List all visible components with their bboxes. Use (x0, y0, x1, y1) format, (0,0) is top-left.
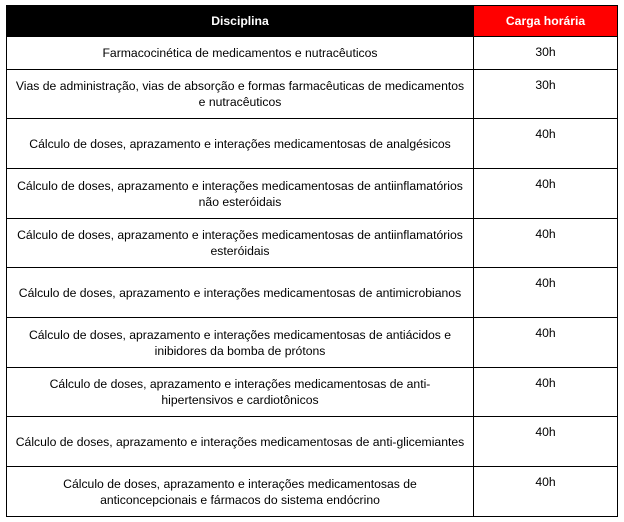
workload-cell: 40h (474, 368, 618, 417)
table-body (7, 37, 618, 517)
table-row (7, 169, 618, 219)
table-row (7, 417, 618, 467)
course-workload-table (6, 5, 618, 517)
workload-cell: 40h (474, 219, 618, 268)
discipline-column-header: Disciplina (7, 6, 474, 37)
discipline-cell: Cálculo de doses, aprazamento e interações medicamentosas de analgésicos (7, 119, 474, 169)
table-row (7, 467, 618, 517)
header-row (7, 6, 618, 37)
table-row (7, 219, 618, 268)
workload-column-header: Carga horária (474, 6, 618, 37)
workload-cell: 40h (474, 169, 618, 219)
table-row (7, 318, 618, 368)
discipline-cell: Cálculo de doses, aprazamento e interações medicamentosas de antiinflamatórios esteróidais (7, 219, 474, 268)
discipline-cell: Cálculo de doses, aprazamento e interações medicamentosas de anticoncepcionais e fármacos do sistema endócrino (7, 467, 474, 517)
workload-cell: 40h (474, 467, 618, 517)
workload-cell: 40h (474, 417, 618, 467)
workload-cell: 30h (474, 37, 618, 70)
discipline-cell: Cálculo de doses, aprazamento e interações medicamentosas de antimicrobianos (7, 268, 474, 318)
table-row (7, 70, 618, 119)
discipline-cell: Cálculo de doses, aprazamento e interações medicamentosas de antiácidos e inibidores da bomba de prótons (7, 318, 474, 368)
workload-cell: 40h (474, 318, 618, 368)
discipline-cell: Farmacocinética de medicamentos e nutracêuticos (7, 37, 474, 70)
workload-cell: 40h (474, 268, 618, 318)
table-row (7, 268, 618, 318)
table-row (7, 368, 618, 417)
table-row (7, 37, 618, 70)
discipline-cell: Cálculo de doses, aprazamento e interações medicamentosas de anti-glicemiantes (7, 417, 474, 467)
table-header (7, 6, 618, 37)
workload-cell: 40h (474, 119, 618, 169)
discipline-cell: Vias de administração, vias de absorção e formas farmacêuticas de medicamentos e nutracêuticos (7, 70, 474, 119)
workload-cell: 30h (474, 70, 618, 119)
discipline-cell: Cálculo de doses, aprazamento e interações medicamentosas de antiinflamatórios não esteróidais (7, 169, 474, 219)
discipline-cell: Cálculo de doses, aprazamento e interações medicamentosas de anti-hipertensivos e cardiotônicos (7, 368, 474, 417)
table-row (7, 119, 618, 169)
